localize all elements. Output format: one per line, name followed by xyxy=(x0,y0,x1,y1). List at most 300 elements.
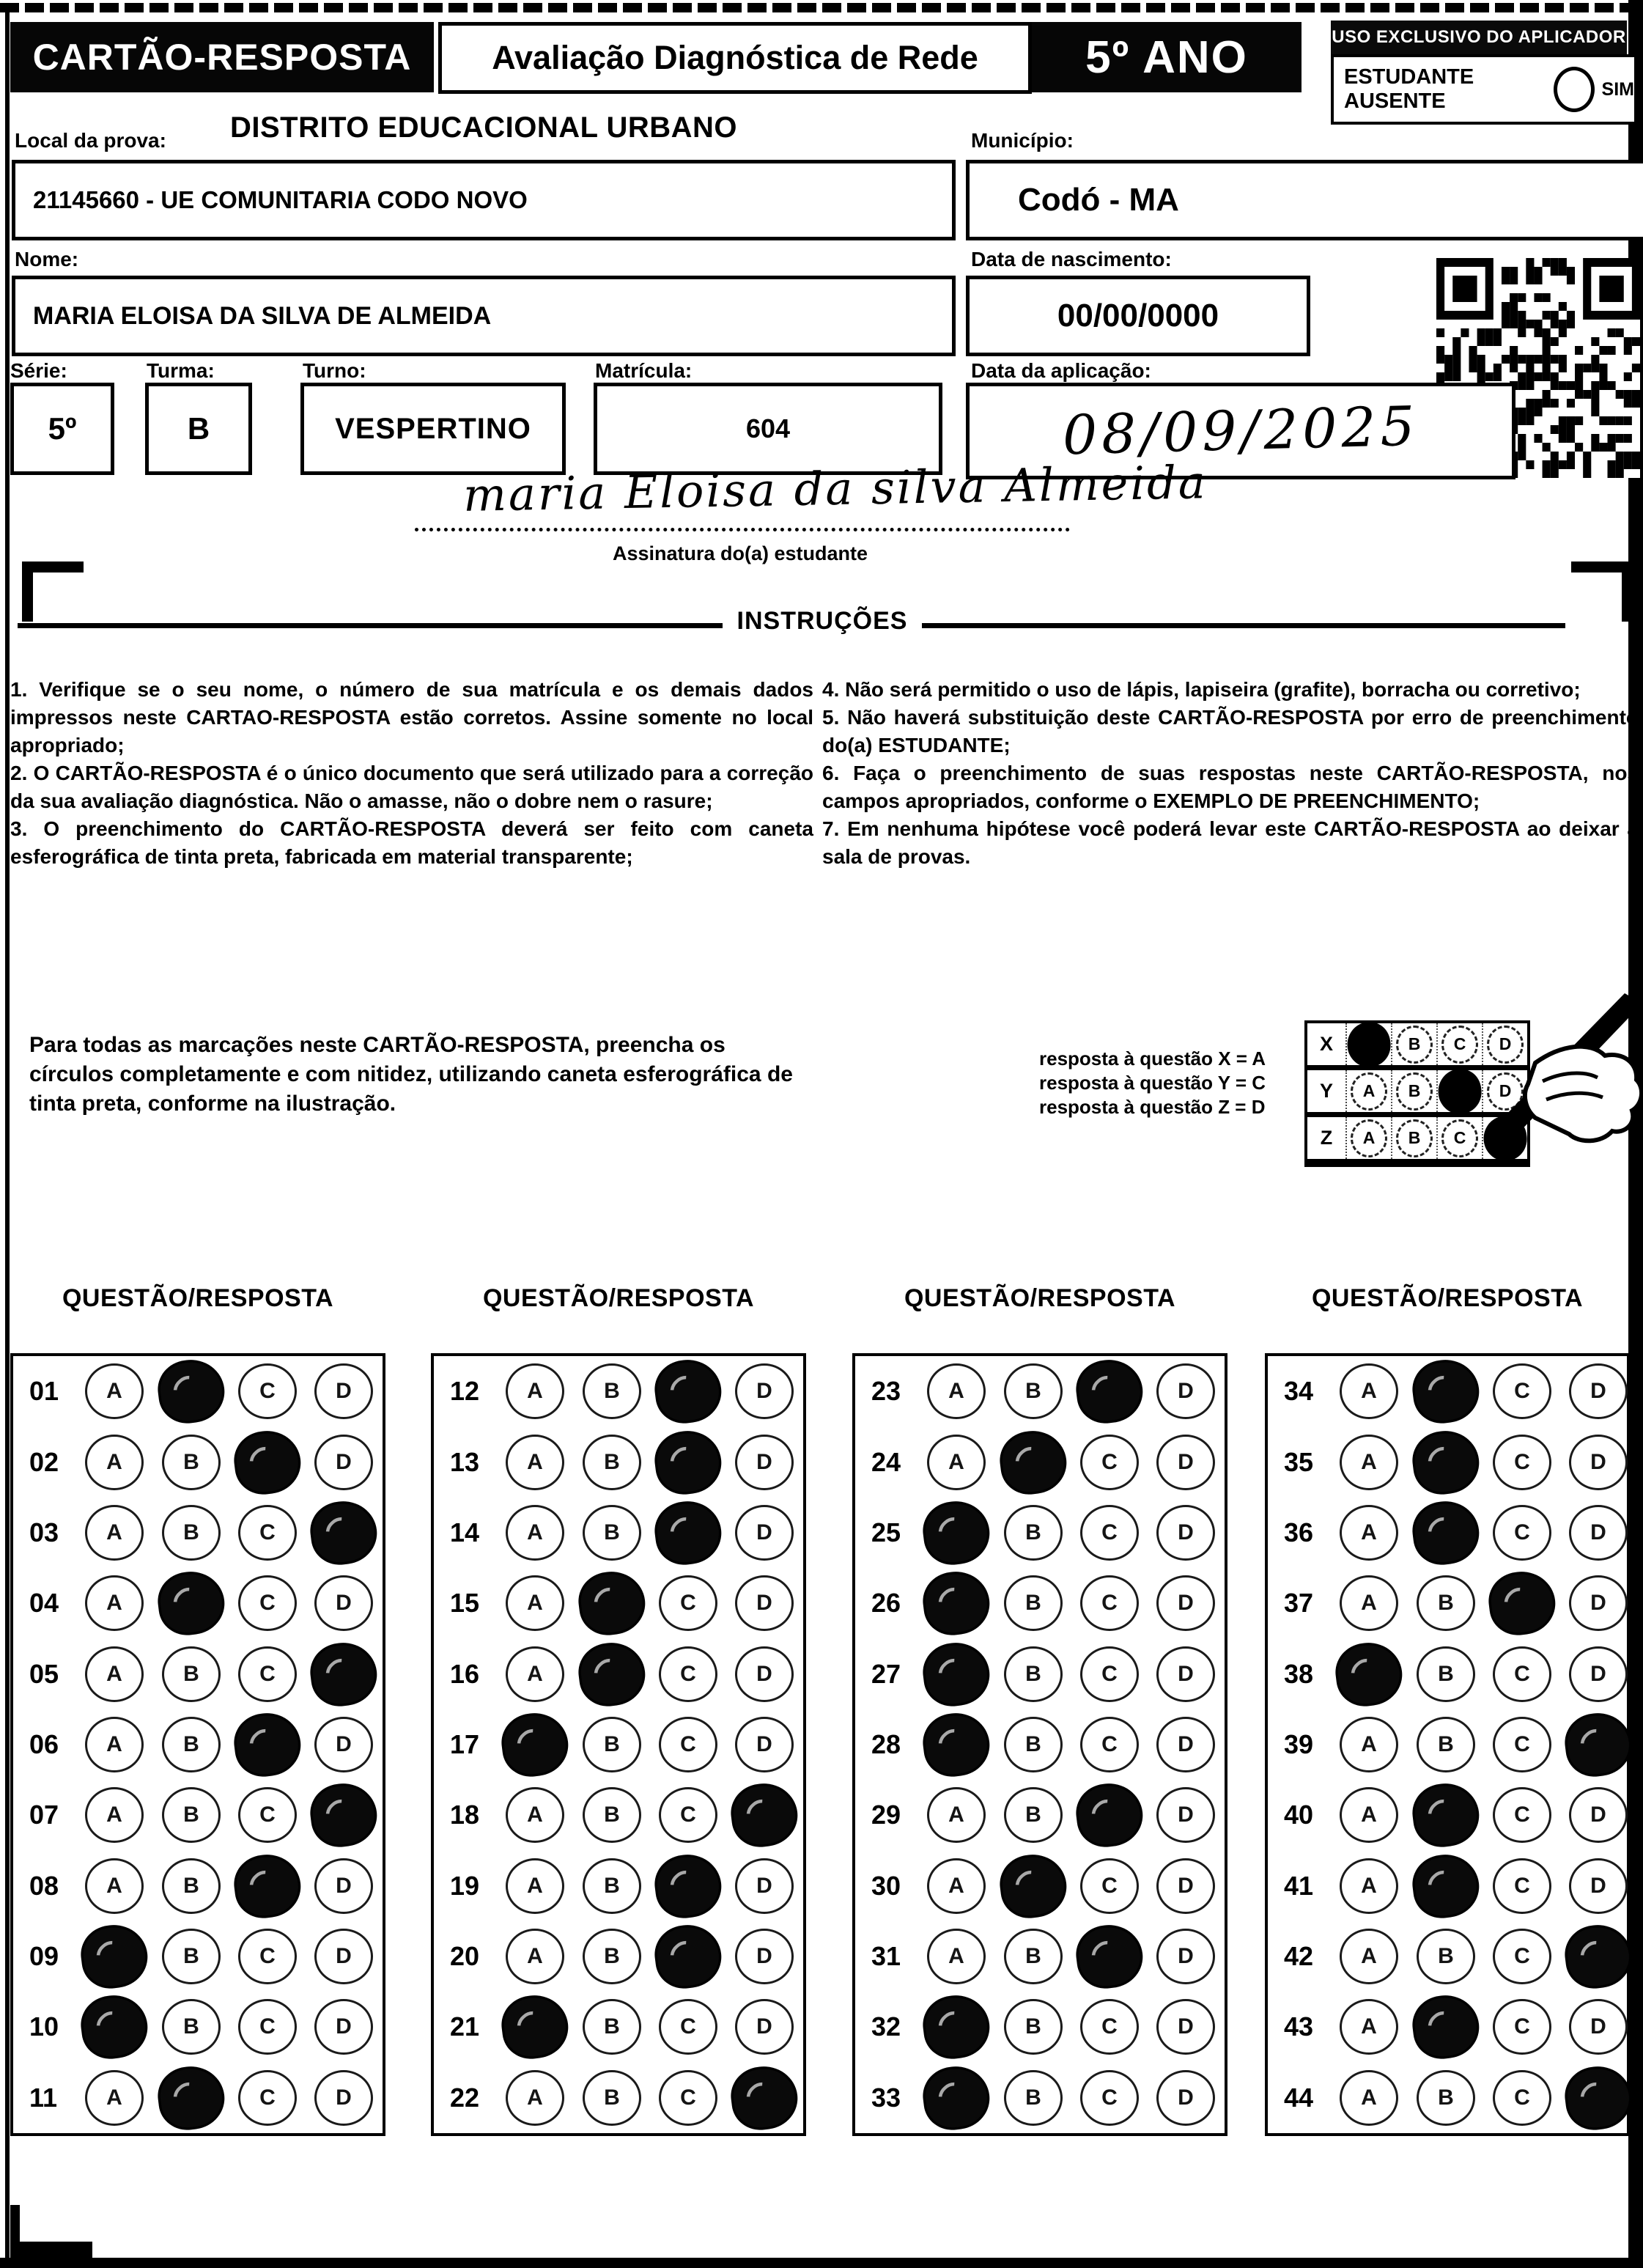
bubble-q07-C[interactable]: C xyxy=(238,1787,297,1843)
question-number: 32 xyxy=(871,2011,901,2042)
bubble-q20-D[interactable]: D xyxy=(735,1929,794,1984)
question-number: 36 xyxy=(1284,1517,1314,1547)
bubble-q10-C[interactable]: C xyxy=(238,1999,297,2055)
bubble-q04-C[interactable]: C xyxy=(238,1575,297,1631)
bubble-q04-B-marked[interactable] xyxy=(155,1568,228,1638)
answer-row-23 xyxy=(855,1356,1225,1426)
bubble-q27-C[interactable]: C xyxy=(1080,1646,1139,1702)
bubble-q30-A[interactable]: A xyxy=(927,1858,986,1914)
bubble-q25-A-marked[interactable] xyxy=(920,1498,993,1568)
bubble-q15-D[interactable]: D xyxy=(735,1575,794,1631)
bubble-q02-B[interactable]: B xyxy=(162,1435,221,1490)
answer-row-43 xyxy=(1268,1992,1627,2062)
bubble-q36-A[interactable]: A xyxy=(1340,1505,1398,1561)
example-bubble-X-A-marked xyxy=(1345,1019,1394,1069)
bubble-q37-B[interactable]: B xyxy=(1417,1575,1475,1631)
example-bubble-X-C: C xyxy=(1441,1026,1478,1064)
bubble-q27-B[interactable]: B xyxy=(1004,1646,1063,1702)
question-number: 22 xyxy=(450,2082,480,2113)
bubble-q02-D[interactable]: D xyxy=(314,1435,373,1490)
bubble-q05-B[interactable]: B xyxy=(162,1646,221,1702)
instruction-item: 6. Faça o preenchimento de suas respostas neste CARTÃO-RESPOSTA, nos campos apropriados, conforme o EXEMPLO DE PREENCHIMENTO; xyxy=(822,762,1639,812)
question-number: 08 xyxy=(29,1870,59,1901)
question-number: 35 xyxy=(1284,1446,1314,1477)
bubble-q35-D[interactable]: D xyxy=(1569,1435,1628,1490)
bubble-q08-A[interactable]: A xyxy=(85,1858,144,1914)
question-number: 34 xyxy=(1284,1376,1314,1407)
municipio-field xyxy=(966,160,1643,240)
bubble-q33-D[interactable]: D xyxy=(1156,2070,1215,2126)
bubble-q15-A[interactable]: A xyxy=(506,1575,564,1631)
question-number: 14 xyxy=(450,1517,480,1547)
answer-row-15 xyxy=(434,1568,803,1638)
bubble-q42-D-marked[interactable] xyxy=(1562,1921,1635,1992)
bubble-q17-C[interactable]: C xyxy=(659,1717,717,1772)
bubble-q10-A-marked[interactable] xyxy=(78,1992,151,2062)
bubble-q17-B[interactable]: B xyxy=(583,1717,641,1772)
question-number: 09 xyxy=(29,1941,59,1972)
bubble-q41-C[interactable]: C xyxy=(1493,1858,1551,1914)
bubble-q09-B[interactable]: B xyxy=(162,1929,221,1984)
bubble-q03-D-marked[interactable] xyxy=(307,1498,380,1568)
bubble-q10-D[interactable]: D xyxy=(314,1999,373,2055)
bubble-q19-A[interactable]: A xyxy=(506,1858,564,1914)
bubble-q10-B[interactable]: B xyxy=(162,1999,221,2055)
scan-edge-left xyxy=(5,10,10,2261)
bubble-q15-C[interactable]: C xyxy=(659,1575,717,1631)
example-bubble-Z-B: B xyxy=(1396,1119,1433,1157)
answer-row-36 xyxy=(1268,1498,1627,1568)
bubble-q25-B[interactable]: B xyxy=(1004,1505,1063,1561)
bubble-q01-B-marked[interactable] xyxy=(155,1356,228,1426)
bubble-q08-C-marked[interactable] xyxy=(231,1851,304,1921)
answer-row-16 xyxy=(434,1638,803,1709)
question-number: 23 xyxy=(871,1376,901,1407)
answer-row-12 xyxy=(434,1356,803,1426)
answer-row-35 xyxy=(1268,1426,1627,1497)
bubble-q26-B[interactable]: B xyxy=(1004,1575,1063,1631)
bubble-q27-A-marked[interactable] xyxy=(920,1638,993,1709)
bubble-q07-D-marked[interactable] xyxy=(307,1780,380,1850)
question-number: 16 xyxy=(450,1658,480,1689)
bubble-q24-D[interactable]: D xyxy=(1156,1435,1215,1490)
answer-row-37 xyxy=(1268,1568,1627,1638)
example-bubble-X-D: D xyxy=(1487,1026,1524,1064)
applicator-strip xyxy=(1331,21,1627,54)
bubble-q02-A[interactable]: A xyxy=(85,1435,144,1490)
answer-row-14 xyxy=(434,1498,803,1568)
bubble-q33-C[interactable]: C xyxy=(1080,2070,1139,2126)
bubble-q08-B[interactable]: B xyxy=(162,1858,221,1914)
bubble-q40-C[interactable]: C xyxy=(1493,1787,1551,1843)
municipio-value: Codó - MA xyxy=(1018,182,1179,218)
bubble-q21-A-marked[interactable] xyxy=(498,1992,572,2062)
bubble-q21-D[interactable]: D xyxy=(735,1999,794,2055)
bubble-q36-C[interactable]: C xyxy=(1493,1505,1551,1561)
bubble-q34-A[interactable]: A xyxy=(1340,1363,1398,1419)
bubble-q23-C-marked[interactable] xyxy=(1073,1356,1146,1426)
answer-column-1 xyxy=(10,1353,385,2136)
bubble-q12-B[interactable]: B xyxy=(583,1363,641,1419)
instructions-right-column xyxy=(822,676,1639,871)
bubble-q42-A[interactable]: A xyxy=(1340,1929,1398,1984)
bubble-q20-C-marked[interactable] xyxy=(651,1921,725,1992)
question-number: 04 xyxy=(29,1588,59,1619)
question-number: 44 xyxy=(1284,2082,1314,2113)
bubble-q24-B-marked[interactable] xyxy=(997,1426,1070,1497)
bubble-q35-C[interactable]: C xyxy=(1493,1435,1551,1490)
instruction-item: 2. O CARTÃO-RESPOSTA é o único documento que será utilizado para a correção da sua avaliação diagnóstica. Não o amasse, não o dobre nem o rasure; xyxy=(10,762,813,812)
answer-row-44 xyxy=(1268,2063,1627,2133)
answer-row-31 xyxy=(855,1921,1225,1992)
question-number: 38 xyxy=(1284,1658,1314,1689)
bubble-q23-D[interactable]: D xyxy=(1156,1363,1215,1419)
bubble-q28-B[interactable]: B xyxy=(1004,1717,1063,1772)
answer-row-41 xyxy=(1268,1851,1627,1921)
instructions-title: INSTRUÇÕES xyxy=(736,607,908,635)
bubble-q39-B[interactable]: B xyxy=(1417,1717,1475,1772)
answer-column-header: QUESTÃO/RESPOSTA xyxy=(904,1284,1176,1312)
bubble-q23-B[interactable]: B xyxy=(1004,1363,1063,1419)
example-row-label: Z xyxy=(1307,1117,1347,1159)
question-number: 25 xyxy=(871,1517,901,1547)
district-title: DISTRITO EDUCACIONAL URBANO xyxy=(229,111,738,144)
example-cell xyxy=(1347,1070,1392,1112)
example-paragraph-line: Para todas as marcações neste CARTÃO-RESPOSTA, preencha os xyxy=(29,1033,725,1057)
bubble-q11-D[interactable]: D xyxy=(314,2070,373,2126)
bubble-q35-B-marked[interactable] xyxy=(1409,1426,1483,1497)
bubble-q44-D-marked[interactable] xyxy=(1562,2063,1635,2133)
answer-column-4 xyxy=(1265,1353,1630,2136)
bubble-q22-D-marked[interactable] xyxy=(728,2063,801,2133)
example-cell xyxy=(1347,1023,1392,1065)
nascimento-field xyxy=(966,276,1310,356)
example-paragraph-line: tinta preta, conforme na ilustração. xyxy=(29,1091,396,1116)
question-number: 20 xyxy=(450,1941,480,1972)
bubble-q24-C[interactable]: C xyxy=(1080,1435,1139,1490)
question-number: 19 xyxy=(450,1870,480,1901)
turma-field xyxy=(145,383,252,475)
legend-line: resposta à questão Z = D xyxy=(1039,1096,1266,1118)
bubble-q31-D[interactable]: D xyxy=(1156,1929,1215,1984)
bubble-q02-C-marked[interactable] xyxy=(231,1426,304,1497)
bubble-q31-C-marked[interactable] xyxy=(1073,1921,1146,1992)
question-number: 15 xyxy=(450,1588,480,1619)
bubble-q16-B-marked[interactable] xyxy=(575,1638,649,1709)
bubble-q04-A[interactable]: A xyxy=(85,1575,144,1631)
answer-row-42 xyxy=(1268,1921,1627,1992)
answer-row-06 xyxy=(13,1709,383,1780)
bubble-q32-B[interactable]: B xyxy=(1004,1999,1063,2055)
bubble-q19-C-marked[interactable] xyxy=(651,1851,725,1921)
bubble-q38-B[interactable]: B xyxy=(1417,1646,1475,1702)
answer-row-07 xyxy=(13,1780,383,1850)
turno-value: VESPERTINO xyxy=(335,412,531,445)
bubble-q40-B-marked[interactable] xyxy=(1409,1780,1483,1850)
bubble-q05-C[interactable]: C xyxy=(238,1646,297,1702)
question-number: 05 xyxy=(29,1658,59,1689)
bubble-q19-B[interactable]: B xyxy=(583,1858,641,1914)
bubble-q29-B[interactable]: B xyxy=(1004,1787,1063,1843)
bubble-q27-D[interactable]: D xyxy=(1156,1646,1215,1702)
bubble-q36-B-marked[interactable] xyxy=(1409,1498,1483,1568)
bubble-q37-C-marked[interactable] xyxy=(1485,1568,1559,1638)
answer-column-3 xyxy=(852,1353,1227,2136)
bubble-q18-B[interactable]: B xyxy=(583,1787,641,1843)
answer-row-02 xyxy=(13,1426,383,1497)
matricula-value: 604 xyxy=(745,413,791,443)
nome-label: Nome: xyxy=(15,248,79,270)
bubble-q39-A[interactable]: A xyxy=(1340,1717,1398,1772)
bubble-q41-B-marked[interactable] xyxy=(1409,1851,1483,1921)
bubble-q08-D[interactable]: D xyxy=(314,1858,373,1914)
bubble-q09-A-marked[interactable] xyxy=(78,1921,151,1992)
bubble-q28-D[interactable]: D xyxy=(1156,1717,1215,1772)
legend-line: resposta à questão X = A xyxy=(1039,1048,1266,1069)
instructions-left-column xyxy=(10,676,813,871)
question-number: 40 xyxy=(1284,1800,1314,1830)
bubble-q29-A[interactable]: A xyxy=(927,1787,986,1843)
bubble-q36-D[interactable]: D xyxy=(1569,1505,1628,1561)
bubble-q44-A[interactable]: A xyxy=(1340,2070,1398,2126)
bubble-q14-D[interactable]: D xyxy=(735,1505,794,1561)
bubble-q42-B[interactable]: B xyxy=(1417,1929,1475,1984)
bubble-q03-B[interactable]: B xyxy=(162,1505,221,1561)
question-number: 18 xyxy=(450,1800,480,1830)
question-number: 33 xyxy=(871,2082,901,2113)
bubble-q30-C[interactable]: C xyxy=(1080,1858,1139,1914)
bubble-q24-A[interactable]: A xyxy=(927,1435,986,1490)
bubble-q13-C-marked[interactable] xyxy=(651,1426,725,1497)
bubble-q31-A[interactable]: A xyxy=(927,1929,986,1984)
question-number: 06 xyxy=(29,1728,59,1759)
bubble-q01-A[interactable]: A xyxy=(85,1363,144,1419)
bubble-q44-C[interactable]: C xyxy=(1493,2070,1551,2126)
bubble-q01-D[interactable]: D xyxy=(314,1363,373,1419)
bubble-q21-B[interactable]: B xyxy=(583,1999,641,2055)
bubble-q06-C-marked[interactable] xyxy=(231,1709,304,1780)
bubble-q34-C[interactable]: C xyxy=(1493,1363,1551,1419)
bubble-q14-B[interactable]: B xyxy=(583,1505,641,1561)
example-bubble-Y-D: D xyxy=(1487,1072,1524,1111)
bubble-q33-B[interactable]: B xyxy=(1004,2070,1063,2126)
bubble-q32-D[interactable]: D xyxy=(1156,1999,1215,2055)
bubble-q31-B[interactable]: B xyxy=(1004,1929,1063,1984)
bubble-q34-B-marked[interactable] xyxy=(1409,1356,1483,1426)
question-number: 27 xyxy=(871,1658,901,1689)
bubble-q39-D-marked[interactable] xyxy=(1562,1709,1635,1780)
bubble-q28-A-marked[interactable] xyxy=(920,1709,993,1780)
question-number: 28 xyxy=(871,1728,901,1759)
bubble-q13-B[interactable]: B xyxy=(583,1435,641,1490)
bubble-q07-B[interactable]: B xyxy=(162,1787,221,1843)
hand-pen-illustration xyxy=(1425,993,1643,1180)
question-number: 11 xyxy=(29,2082,58,2113)
bubble-q20-A[interactable]: A xyxy=(506,1929,564,1984)
answer-row-18 xyxy=(434,1780,803,1850)
answer-row-17 xyxy=(434,1709,803,1780)
answer-row-22 xyxy=(434,2063,803,2133)
answer-row-04 xyxy=(13,1568,383,1638)
bubble-q28-C[interactable]: C xyxy=(1080,1717,1139,1772)
bubble-q29-D[interactable]: D xyxy=(1156,1787,1215,1843)
bubble-q42-C[interactable]: C xyxy=(1493,1929,1551,1984)
turma-value: B xyxy=(187,411,210,446)
bubble-q23-A[interactable]: A xyxy=(927,1363,986,1419)
absent-option-label: SIM xyxy=(1601,78,1634,100)
divider-right xyxy=(922,623,1565,628)
bubble-q25-C[interactable]: C xyxy=(1080,1505,1139,1561)
bubble-q43-B-marked[interactable] xyxy=(1409,1992,1483,2062)
bubble-q03-C[interactable]: C xyxy=(238,1505,297,1561)
bubble-q38-C[interactable]: C xyxy=(1493,1646,1551,1702)
bubble-q41-D[interactable]: D xyxy=(1569,1858,1628,1914)
bubble-q43-A[interactable]: A xyxy=(1340,1999,1398,2055)
bubble-q11-B-marked[interactable] xyxy=(155,2063,228,2133)
example-cell xyxy=(1347,1117,1392,1159)
answer-row-30 xyxy=(855,1851,1225,1921)
serie-value: 5º xyxy=(48,411,77,446)
answer-row-01 xyxy=(13,1356,383,1426)
divider-left xyxy=(18,623,723,628)
bubble-q38-A-marked[interactable] xyxy=(1332,1638,1406,1709)
bubble-q18-C[interactable]: C xyxy=(659,1787,717,1843)
bubble-q16-D[interactable]: D xyxy=(735,1646,794,1702)
example-bubble-Z-C: C xyxy=(1441,1119,1478,1157)
exam-title: Avaliação Diagnóstica de Rede xyxy=(492,39,978,76)
turno-label: Turno: xyxy=(303,359,366,382)
question-number: 29 xyxy=(871,1800,901,1830)
bubble-q13-D[interactable]: D xyxy=(735,1435,794,1490)
bubble-q25-D[interactable]: D xyxy=(1156,1505,1215,1561)
question-number: 37 xyxy=(1284,1588,1314,1619)
bubble-q11-C[interactable]: C xyxy=(238,2070,297,2126)
bubble-q17-D[interactable]: D xyxy=(735,1717,794,1772)
answer-row-33 xyxy=(855,2063,1225,2133)
bubble-q26-A-marked[interactable] xyxy=(920,1568,993,1638)
bubble-q22-A[interactable]: A xyxy=(506,2070,564,2126)
bubble-q04-D[interactable]: D xyxy=(314,1575,373,1631)
bubble-q19-D[interactable]: D xyxy=(735,1858,794,1914)
question-number: 21 xyxy=(450,2011,480,2042)
question-number: 01 xyxy=(29,1376,59,1407)
bubble-q37-D[interactable]: D xyxy=(1569,1575,1628,1631)
bubble-q12-A[interactable]: A xyxy=(506,1363,564,1419)
bubble-q22-B[interactable]: B xyxy=(583,2070,641,2126)
example-bubble-X-B: B xyxy=(1396,1026,1433,1064)
signature-handwritten: maria Eloisa da silva Almeida xyxy=(462,455,1208,522)
bubble-q15-B-marked[interactable] xyxy=(575,1568,649,1638)
bubble-q34-D[interactable]: D xyxy=(1569,1363,1628,1419)
bubble-q16-C[interactable]: C xyxy=(659,1646,717,1702)
bubble-q17-A-marked[interactable] xyxy=(498,1709,572,1780)
corner-mark-right-v xyxy=(1622,562,1633,622)
question-number: 30 xyxy=(871,1870,901,1901)
bubble-q35-A[interactable]: A xyxy=(1340,1435,1398,1490)
bubble-q12-C-marked[interactable] xyxy=(651,1356,725,1426)
bubble-q18-D-marked[interactable] xyxy=(728,1780,801,1850)
bubble-q29-C-marked[interactable] xyxy=(1073,1780,1146,1850)
bubble-q26-D[interactable]: D xyxy=(1156,1575,1215,1631)
matricula-label: Matrícula: xyxy=(595,359,693,382)
bubble-q32-C[interactable]: C xyxy=(1080,1999,1139,2055)
corner-mark-bottom-h xyxy=(10,2242,92,2259)
local-label: Local da prova: xyxy=(15,129,166,152)
question-number: 39 xyxy=(1284,1728,1314,1759)
bubble-q32-A-marked[interactable] xyxy=(920,1992,993,2062)
bubble-q40-A[interactable]: A xyxy=(1340,1787,1398,1843)
question-number: 12 xyxy=(450,1376,480,1407)
absent-box xyxy=(1331,54,1637,125)
bubble-q05-A[interactable]: A xyxy=(85,1646,144,1702)
bubble-q03-A[interactable]: A xyxy=(85,1505,144,1561)
grade-label: 5º ANO xyxy=(1085,32,1248,83)
bubble-q06-B[interactable]: B xyxy=(162,1717,221,1772)
bubble-q43-C[interactable]: C xyxy=(1493,1999,1551,2055)
absent-bubble[interactable] xyxy=(1554,67,1595,112)
serie-label: Série: xyxy=(10,359,67,382)
bubble-q12-D[interactable]: D xyxy=(735,1363,794,1419)
example-bubble-Y-B: B xyxy=(1396,1072,1433,1111)
bubble-q22-C[interactable]: C xyxy=(659,2070,717,2126)
scan-edge-bottom xyxy=(0,2258,1643,2268)
bubble-q40-D[interactable]: D xyxy=(1569,1787,1628,1843)
exam-title-box xyxy=(438,22,1032,94)
bubble-q09-D[interactable]: D xyxy=(314,1929,373,1984)
bubble-q43-D[interactable]: D xyxy=(1569,1999,1628,2055)
answer-row-40 xyxy=(1268,1780,1627,1850)
bubble-q41-A[interactable]: A xyxy=(1340,1858,1398,1914)
bubble-q14-A[interactable]: A xyxy=(506,1505,564,1561)
signature xyxy=(418,455,1253,522)
example-bubble-Y-A: A xyxy=(1351,1072,1387,1111)
answer-row-24 xyxy=(855,1426,1225,1497)
bubble-q37-A[interactable]: A xyxy=(1340,1575,1398,1631)
bubble-q26-C[interactable]: C xyxy=(1080,1575,1139,1631)
bubble-q38-D[interactable]: D xyxy=(1569,1646,1628,1702)
answer-row-27 xyxy=(855,1638,1225,1709)
bubble-q06-D[interactable]: D xyxy=(314,1717,373,1772)
question-number: 41 xyxy=(1284,1870,1314,1901)
bubble-q09-C[interactable]: C xyxy=(238,1929,297,1984)
nome-field xyxy=(12,276,956,356)
instruction-item: 3. O preenchimento do CARTÃO-RESPOSTA deverá ser feito com caneta esferográfica de tinta preta, fabricada em material transparente; xyxy=(10,817,813,868)
question-number: 31 xyxy=(871,1941,901,1972)
bubble-q05-D-marked[interactable] xyxy=(307,1638,380,1709)
legend-line: resposta à questão Y = C xyxy=(1039,1072,1266,1094)
bubble-q01-C[interactable]: C xyxy=(238,1363,297,1419)
bubble-q20-B[interactable]: B xyxy=(583,1929,641,1984)
bubble-q18-A[interactable]: A xyxy=(506,1787,564,1843)
answer-row-20 xyxy=(434,1921,803,1992)
nascimento-label: Data de nascimento: xyxy=(971,248,1172,270)
bubble-q14-C-marked[interactable] xyxy=(651,1498,725,1568)
bubble-q44-B[interactable]: B xyxy=(1417,2070,1475,2126)
bubble-q16-A[interactable]: A xyxy=(506,1646,564,1702)
bubble-q39-C[interactable]: C xyxy=(1493,1717,1551,1772)
bubble-q30-B-marked[interactable] xyxy=(997,1851,1070,1921)
bubble-q07-A[interactable]: A xyxy=(85,1787,144,1843)
bubble-q13-A[interactable]: A xyxy=(506,1435,564,1490)
bubble-q33-A-marked[interactable] xyxy=(920,2063,993,2133)
answer-row-19 xyxy=(434,1851,803,1921)
bubble-q21-C[interactable]: C xyxy=(659,1999,717,2055)
bubble-q06-A[interactable]: A xyxy=(85,1717,144,1772)
answer-row-29 xyxy=(855,1780,1225,1850)
bubble-q30-D[interactable]: D xyxy=(1156,1858,1215,1914)
applicator-title: USO EXCLUSIVO DO APLICADOR xyxy=(1332,27,1626,47)
bubble-q11-A[interactable]: A xyxy=(85,2070,144,2126)
